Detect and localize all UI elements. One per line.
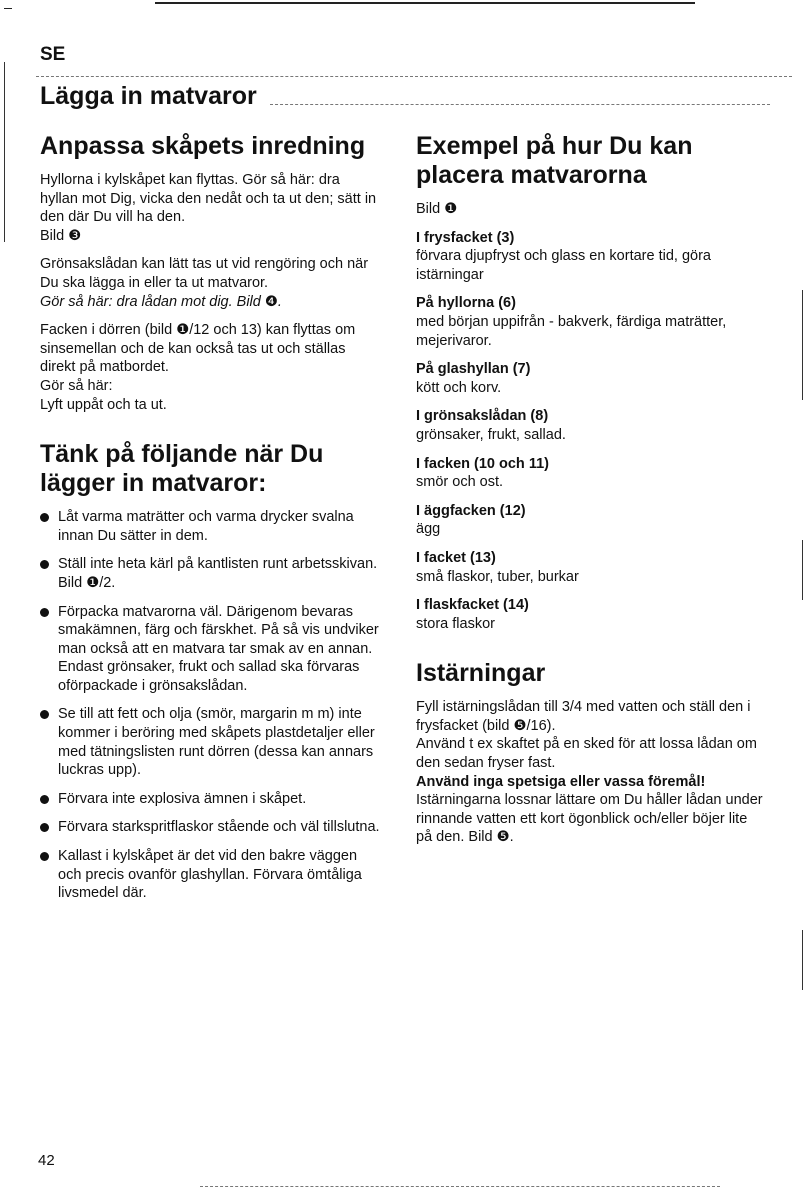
list-item: Ställ inte heta kärl på kantlisten runt arbetsskivan. Bild ❶/2. <box>40 555 380 592</box>
placement-item: På hyllorna (6) med början uppifrån - bakverk, färdiga maträtter, mejerivaror. <box>416 295 727 349</box>
list-item: Förpacka matvarorna väl. Därigenom bevaras smakämnen, färg och färskhet. På så vis undviker man också att en matvara tar smak av en annan. Endast grönsaker, frukt och sallad ska förvaras oförpackade i grönsakslådan. <box>40 603 380 696</box>
bullet-icon <box>40 795 49 804</box>
figure-ref: Bild ❶ <box>416 201 458 217</box>
list-item: Förvara inte explosiva ämnen i skåpet. <box>40 790 380 809</box>
section-rule <box>36 76 792 77</box>
heading-adjust-interior: Anpassa skåpets inredning <box>40 132 366 160</box>
bottom-rule <box>200 1186 720 1187</box>
list-item: Se till att fett och olja (smör, margarin m m) inte kommer i beröring med skåpets plastdetaljer eller med tätningslisten runt dörren (dessa kan annars luckras upp). <box>40 705 380 779</box>
placement-item: I facken (10 och 11) smör och ost. <box>416 455 549 491</box>
right-margin-mark-3 <box>802 930 803 990</box>
bullet-icon <box>40 608 49 617</box>
right-margin-mark <box>802 290 803 400</box>
heading-examples: Exempel på hur Du kan placera matvarorna <box>416 132 693 189</box>
list-item: Kallast i kylskåpet är det vid den bakre väggen och precis ovanför glashyllan. Förvara ömtåliga livsmedel där. <box>40 847 380 903</box>
figure-ref: Bild ❸ <box>40 227 82 244</box>
top-rule <box>155 2 695 4</box>
advice-list <box>40 508 380 903</box>
bullet-icon <box>40 560 49 569</box>
list-item: Låt varma maträtter och varma drycker svalna innan Du sätter in dem. <box>40 508 380 545</box>
language-label: SE <box>40 44 66 65</box>
right-margin-mark-2 <box>802 540 803 600</box>
placement-item: I flaskfacket (14) stora flaskor <box>416 597 529 632</box>
section-title: Lägga in matvaror <box>40 82 257 110</box>
bullet-icon <box>40 513 49 522</box>
page-number: 42 <box>38 1152 55 1169</box>
left-margin-mark <box>4 62 5 242</box>
warning-text: Använd inga spetsiga eller vassa föremål! <box>416 773 706 790</box>
paragraph-crisper: Grönsakslådan kan lätt tas ut vid rengöring och när Du ska lägga in eller ta ut matvaror. Gör så här: dra lådan mot dig. Bild ❹. <box>40 256 369 310</box>
heading-consider: Tänk på följande när Du lägger in matvaror: <box>40 440 324 498</box>
paragraph-ice: Fyll istärningslådan till 3/4 med vatten och ställ den i frysfacket (bild ❺/16). Använd t ex skaftet på en sked för att lossa lådan om den sedan fryser fast. Använd inga spetsiga eller vassa föremål! Istärningarna lossnar lättare om Du håller lådan under rinnande vatten ett kort ögonblick och/eller böjer lite på den. Bild ❺. <box>416 699 763 846</box>
paragraph-shelves: Hyllorna i kylskåpet kan flyttas. Gör så här: dra hyllan mot Dig, vicka den nedåt och ta ut den; sätt in den där Du vill ha den. Bild ❸ <box>40 172 377 244</box>
top-left-tick <box>4 8 12 9</box>
bullet-icon <box>40 710 49 719</box>
placement-item: I facket (13) små flaskor, tuber, burkar <box>416 549 579 585</box>
section-rule-bottom <box>270 104 770 105</box>
placement-item: I grönsakslådan (8) grönsaker, frukt, sallad. <box>416 408 566 443</box>
placement-item: På glashyllan (7) kött och korv. <box>416 361 531 396</box>
left-column <box>40 132 380 913</box>
right-column <box>416 132 766 847</box>
bullet-icon <box>40 823 49 832</box>
paragraph-door-compartments: Facken i dörren (bild ❶/12 och 13) kan flyttas om sinsemellan och de kan också tas ut och ställas direkt på matbordet. Gör så här: Lyft uppåt och ta ut. <box>40 322 356 413</box>
heading-ice-cubes: Istärningar <box>416 659 546 688</box>
instruction-italic: Gör så här: dra lådan mot dig. Bild ❹. <box>40 293 282 310</box>
placement-item: I frysfacket (3) förvara djupfryst och glass en kortare tid, göra istärningar <box>416 229 711 283</box>
bullet-icon <box>40 852 49 861</box>
placement-item: I äggfacken (12) ägg <box>416 502 526 538</box>
list-item: Förvara starkspritflaskor stående och väl tillslutna. <box>40 818 380 837</box>
